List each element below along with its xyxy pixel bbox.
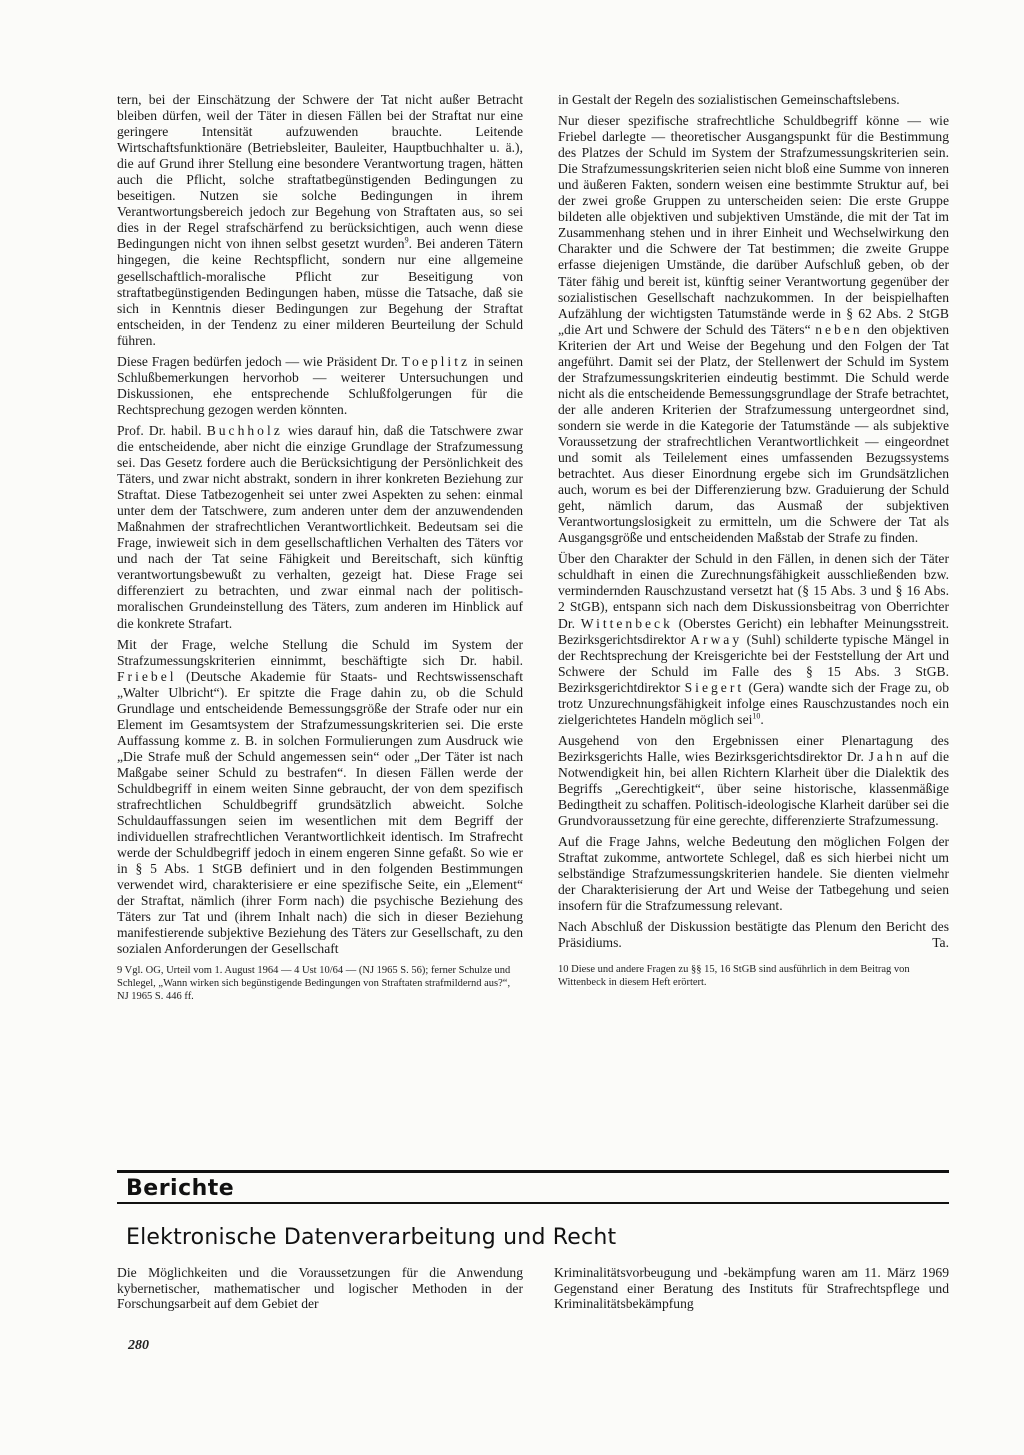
- paragraph: [558, 919, 949, 951]
- footnote: 10 Diese und andere Fragen zu §§ 15, 16 StGB sind ausführlich in dem Beitrag von Wittenbeck in diesem Heft erörtert.: [558, 964, 910, 989]
- person-name: Toeplitz: [401, 353, 471, 369]
- paragraph-text: Ausgehend von den Ergebnissen einer Plenartagung des Bezirksgerichts Halle, wies Bezirksgerichtsdirektor Dr.: [558, 732, 949, 764]
- person-name: Wittenbeck: [580, 615, 673, 631]
- author-signature: Ta.: [932, 935, 949, 951]
- person-name: Jahn: [868, 748, 906, 764]
- paragraph: Auf die Frage Jahns, welche Bedeutung den möglichen Folgen der Straftat zukomme, antwortete Schlegel, daß es sich hierbei nicht um selbständige Strafzumessungskriterien handele. Sie dienten vielmehr der Charakterisierung der Art und Weise der Tatbegehung und seien insofern für die Strafzumessung relevant.: [558, 834, 949, 914]
- article-column-right: Kriminalitätsvorbeugung und -bekämpfung waren am 11. März 1969 Gegenstand einer Beratung des Instituts für Strafrechtspflege und Kriminalitätsbekämpfung: [554, 1265, 949, 1311]
- paragraph: tern, bei der Einschätzung der Schwere der Tat nicht außer Betracht bleiben dürfen, weil der Täter in diesen Fällen bei der Straftat nur eine geringere Intensität aufzuwenden brauchte. Leitende Wirtschaftsfunktionäre (Betriebsleiter, Bauleiter, Hauptbuchhalter u. ä.), die auf Grund ihrer Stellung eine besondere Verantwortung tragen, hätten auch die Pflicht, solche straftatbegünstigenden Bedingungen zu beseitigen. Nutzen sie solche Bedingungen in ihrem Verantwortungsbereich jedoch zur Begehung von Straftaten aus, so sei dies in der Regel strafschärfend zu berücksichtigen, auch wenn diese Bedingungen nicht von ihnen selbst gesetzt wurden$^9$. Bei anderen Tätern hingegen, die keine Rechtspflicht, sondern nur eine allgemeine gesellschaftlich-moralische Pflicht zur Beseitigung von straftatbegünstigenden Bedingungen haben, müsse die Tatsache, daß sie sich in Kenntnis dieser Bedingungen zur Begehung der Straftat entscheiden, in der Tendenz zu einer milderen Beurteilung der Schuld führen.: [117, 92, 524, 348]
- paragraph: [117, 354, 523, 418]
- paragraph: [117, 637, 523, 958]
- paragraph-text: (Gera) wandte sich der Frage zu, ob trotz Unzurechnungsfähigkeit infolge eines Rauschzustandes noch ein zielgerichtetes Handeln möglich sei: [558, 679, 950, 727]
- paragraph-text: (Suhl) schilderte typische Mängel in der Rechtsprechung der Kreisgerichte bei der Feststellung der Art und Schwere der Schuld im Falle des § 15 Abs. 3 StGB. Bezirksgerichtdirektor: [558, 631, 949, 695]
- person-name: Siegert: [684, 679, 745, 695]
- paragraph-text: Über den Charakter der Schuld in den Fällen, in denen sich der Täter schuldhaft in einen die Zurechnungsfähigkeit ausschließenden bzw. vermindernden Rauschzustand versetzt hat (§ 15 Abs. 3 und § 16 Abs. 2 StGB), entspann sich nach dem Diskussionsbeitrag von Oberrichter Dr.: [558, 551, 949, 631]
- section-heading: Berichte: [126, 1176, 235, 1201]
- paragraph: Über den Charakter der Schuld in den Fällen, in denen sich der Täter schuldhaft in einen die Zurechnungsfähigkeit ausschließenden bzw. vermindernden Rauschzustand versetzt hat (§ 15 Abs. 3 und § 16 Abs. 2 StGB), entspann sich nach dem Diskussionsbeitrag von Oberrichter Dr. Wittenbeck (Oberstes Gericht) ein lebhafter Meinungsstreit. Bezirksgerichtsdirektor Arway (Suhl) schilderte typische Mängel in der Rechtsprechung der Kreisgerichte bei der Feststellung der Art und Schwere der Schuld im Falle des § 15 Abs. 3 StGB. Bezirksgerichtdirektor Siegert (Gera) wandte sich der Frage zu, ob trotz Unzurechnungsfähigkeit infolge eines Rauschzustandes noch ein zielgerichtetes Handeln möglich sei$^{10}$.: [558, 551, 950, 727]
- paragraph-text: (Oberstes Gericht) ein lebhafter Meinungsstreit. Bezirksgerichtsdirektor: [558, 615, 949, 647]
- paragraph: [117, 423, 523, 632]
- footnote: 9 Vgl. OG, Urteil vom 1. August 1964 — 4 Ust 10/64 — (NJ 1965 S. 56); ferner Schulze und Schlegel, „Wann wirken sich begünstigende Bedingungen von Straftaten strafmildernd aus?“, NJ 1965 S. 446 ff.: [117, 965, 511, 1003]
- paragraph-text: wies darauf hin, daß die Tatschwere zwar die entscheidende, aber nicht die einzige Grundlage der Strafzumessung sei. Das Gesetz fordere auch die Berücksichtigung der Persönlichkeit des Täters, und zwar nicht abstrakt, sondern in ihrer konkreten Beziehung zur Straftat. Diese Tatbezogenheit sei unter zwei Aspekten zu sehen: einmal unter dem der Tatschwere, zum anderen unter dem der anzuwendenden Maßnahmen der strafrechtlichen Verantwortlichkeit. Bedeutsam sei die Frage, inwieweit sich in dem gesellschaftlichen Verhalten des Täters vor und nach der Tat seine Fähigkeit und Bereitschaft, sich künftig verantwortungsbewußt zu verhalten, gezeigt hat. Diese Frage sei differenziert zu betrachten, und zwar einmal nach der politisch-moralischen Grundeinstellung des Täters, zum anderen im Hinblick auf die konkrete Strafart.: [117, 422, 523, 631]
- paragraph-text: in seinen Schlußbemerkungen hervorhob — weiterer Untersuchungen und Diskussionen, ehe entsprechende Schlußfolgerungen für die Rechtsprechung gezogen werden könnten.: [117, 353, 523, 417]
- paragraph: [558, 113, 949, 546]
- paragraph-text: Diese Fragen bedürfen jedoch — wie Präsident Dr.: [117, 353, 398, 369]
- person-name: Friebel: [117, 668, 177, 684]
- paragraph-text: Nur dieser spezifische strafrechtliche Schuldbegriff könne — wie Friebel darlegte — theoretischer Ausgangspunkt für die Bestimmung des Platzes der Schuld im System der Strafzumessungskriterien sein. Die Strafzumessungskriterien seien nicht bloß eine Summe von inneren und äußeren Fakten, sondern weisen eine bestimmte Struktur auf, bei der zwei große Gruppen zu unterscheiden seien: Die erste Gruppe bildeten alle objektiven und subjektiven Umstände, die mit der Tat im Zusammenhang stehen und in ihrer Einheit und Wechselwirkung den Charakter und die Schwere der Tat bestimmen; die zweite Gruppe erfasse diejenigen Umstände, die darüber Aufschluß geben, ob der Täter fähig und bereit ist, künftig seiner Verantwortung gegenüber der sozialistischen Gesellschaft nachzukommen. In der beispielhaften Aufzählung der wichtigsten Tatumstände werde in § 62 Abs. 2 StGB „die Art und Schwere der Schuld des Täters“: [558, 113, 949, 337]
- paragraph: in Gestalt der Regeln des sozialistischen Gemeinschaftslebens.: [558, 92, 900, 107]
- paragraph-text: (Deutsche Akademie für Staats- und Rechtswissenschaft „Walter Ulbricht“). Er spitzte die Frage dahin zu, ob die Schuld Grundlage und entscheidende Bemessungsgröße der Strafe oder nur ein Element im Gesamtsystem der Strafzumessungskriterien sei. Die erste Auffassung komme z. B. in solchen Formulierungen zum Ausdruck wie „Die Strafe muß der Schuld angemessen sein“ oder „Der Täter ist nach Maßgabe seiner Schuld zu bestrafen“. In diesen Fällen werde der Schuldbegriff in einem weiten Sinne gebraucht, der von dem spezifisch strafrechtlichen Schuldbegriff grundsätzlich abweicht. Solche Schuldauffassungen seien im wesentlichen mit dem Begriff der individuellen strafrechtlichen Verantwortlichkeit identisch. Im Strafrecht werde der Schuldbegriff jedoch in einem engeren Sinne gefaßt. So wie er in § 5 Abs. 1 StGB definiert und in den folgenden Bestimmungen verwendet wird, charakterisiere er eine spezifische Seite, ein „Element“ der Straftat, nämlich (ihrer Form nach) die psychische Beziehung des Täters zur Tat und (ihrem Inhalt nach) die sich in dieser Beziehung manifestierende subjektive Beziehung des Täters zur Gesellschaft, zu den sozialen Anforderungen der Gesellschaft: [117, 668, 523, 957]
- article-column-left: Die Möglichkeiten und die Voraussetzungen für die Anwendung kybernetischer, mathematischer und logischer Methoden in der Forschungsarbeit auf dem Gebiet der: [117, 1265, 523, 1311]
- paragraph: [558, 733, 949, 829]
- paragraph-text: Nach Abschluß der Diskussion bestätigte das Plenum den Bericht des Präsidiums.: [558, 919, 949, 951]
- paragraph-text: den objektiven Kriterien der Art und Weise der Begehung und den Folgen der Tat angeführt. Damit sei der Platz, der Stellenwert der Schuld im System der Strafzumessungskriterien eindeutig bestimmt. Die Schuld werde nicht als die entscheidende Bemessungsgrundlage der Strafe betrachtet, der alle anderen Kriterien der Strafzumessung untergeordnet sind, sondern sie werde in die Kategorie der Tatumstände — als subjektive Voraussetzung der strafrechtlichen Verantwortlichkeit — eingeordnet und somit als Teilelement eines umfassenden Bezugssystems betrachtet. Aus dieser Einordnung ergebe sich im Grundsätzlichen auch, worum es bei der Differenzierung bzw. Graduierung der Schuld geht, nämlich darum, das Ausmaß der subjektiven Verantwortungslosigkeit zu ermitteln, um die Schwere der Tat als Ausgangsgröße und entscheidenden Maßstab der Strafe zu finden.: [558, 321, 949, 546]
- article-title: Elektronische Datenverarbeitung und Recht: [126, 1225, 617, 1250]
- left-column: [117, 92, 523, 1003]
- footnote-ref: 10: [752, 711, 761, 721]
- paragraph-text: Prof. Dr. habil.: [117, 422, 202, 438]
- paragraph-text: tern, bei der Einschätzung der Schwere der Tat nicht außer Betracht bleiben dürfen, weil der Täter in diesen Fällen bei der Straftat nur eine geringere Intensität aufzuwenden brauchte. Leitende Wirtschaftsfunktionäre (Betriebsleiter, Bauleiter, Hauptbuchhalter u. ä.), die auf Grund ihrer Stellung eine besondere Verantwortung tragen, hätten auch die Pflicht, solche straftatbegünstigenden Bedingungen zu beseitigen. Nutzen sie solche Bedingungen in ihrem Verantwortungsbereich jedoch zur Begehung von Straftaten aus, so sei dies in der Regel strafschärfend zu berücksichtigen, auch wenn diese Bedingungen nicht von ihnen selbst gesetzt wurden: [117, 92, 523, 252]
- section-rule-top: [117, 1170, 949, 1173]
- section-rule-bottom: [117, 1202, 949, 1204]
- footnote-ref: 9: [404, 235, 409, 245]
- person-name: Buchholz: [206, 422, 283, 438]
- paragraph-text: Bei anderen Tätern hingegen, die keine Rechtspflicht, sondern nur eine allgemeine gesellschaftlich-moralische Pflicht zur Beseitigung von straftatbegünstigenden Bedingungen haben, müsse die Tatsache, daß sie sich in Kenntnis dieser Bedingungen zur Begehung der Straftat entscheiden, in der Tendenz zu einer milderen Beurteilung der Schuld führen.: [117, 236, 524, 348]
- person-name: Arway: [690, 631, 743, 647]
- emphasis-word: neben: [815, 321, 863, 337]
- paragraph-text: auf die Notwendigkeit hin, bei allen Richtern Klarheit über die Dialektik des Begriffs „Gerechtigkeit“, über seine historische, klassenmäßige Bedingtheit zu schaffen. Politisch-ideologische Klarheit darüber sei die Grundvoraussetzung für eine gerechte, differenzierte Strafzumessung.: [558, 748, 949, 829]
- paragraph-text: Mit der Frage, welche Stellung die Schuld im System der Strafzumessungskriterien einnimmt, beschäftigte sich Dr. habil.: [117, 636, 523, 668]
- right-column: [558, 92, 949, 989]
- page-number: 280: [128, 1338, 149, 1353]
